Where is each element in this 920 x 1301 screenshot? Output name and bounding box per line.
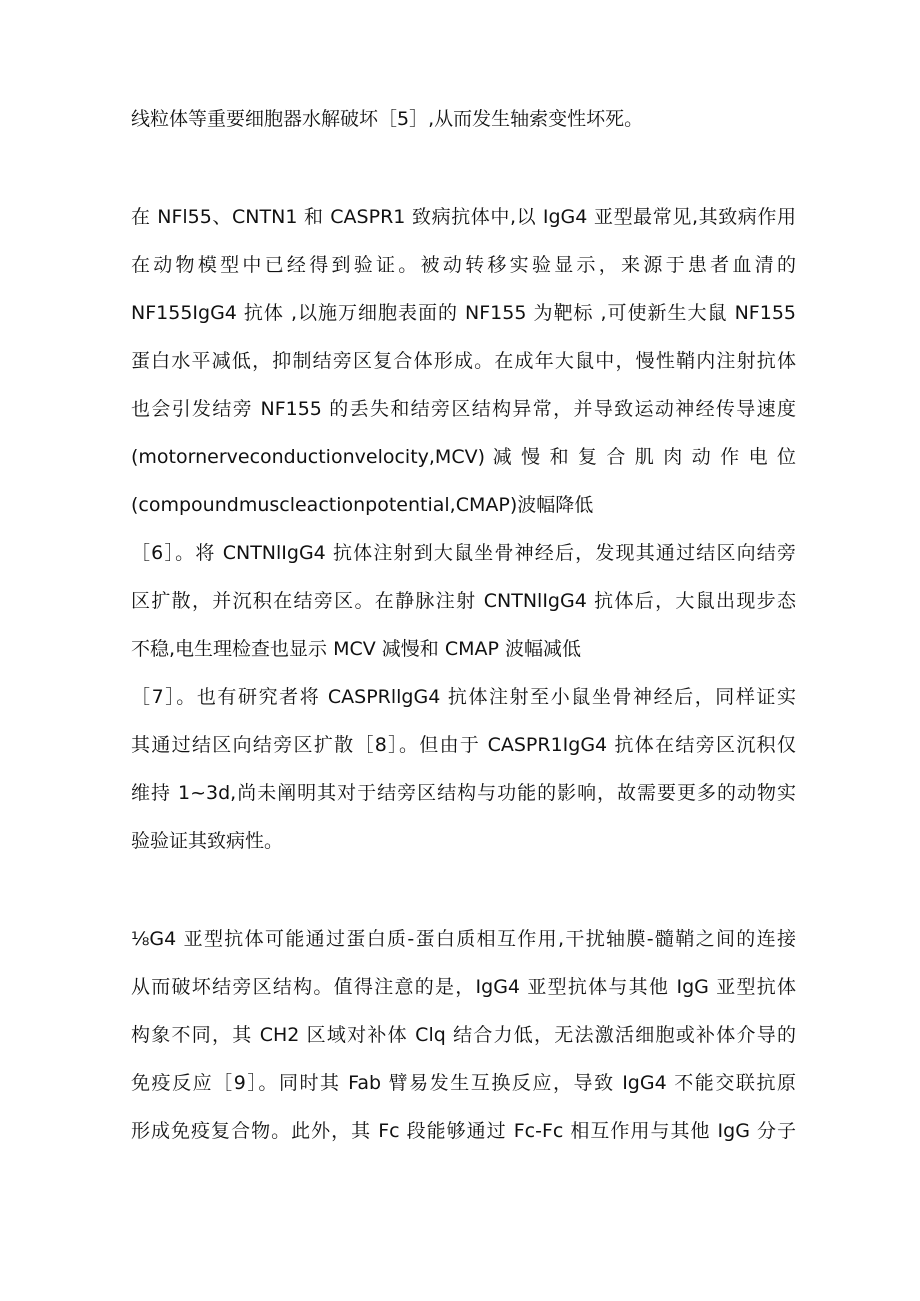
text-line: 形成免疫复合物。此外，其 Fc 段能够通过 Fc-Fc 相互作用与其他 IgG 分子 xyxy=(131,1120,796,1142)
text-line: 在 NFl55、CNTN1 和 CASPR1 致病抗体中,以 IgG4 亚型最常见,其致病作用 xyxy=(131,206,796,228)
text-line: 蛋白水平减低，抑制结旁区复合体形成。在成年大鼠中，慢性鞘内注射抗体 xyxy=(131,350,796,372)
text-line: 在动物模型中已经得到验证。被动转移实验显示，来源于患者血清的 xyxy=(131,254,796,276)
text-line: 免疫反应［9］。同时其 Fab 臂易发生互换反应，导致 IgG4 不能交联抗原 xyxy=(131,1072,796,1094)
text-line: 维持 1~3d,尚未阐明其对于结旁区结构与功能的影响，故需要更多的动物实 xyxy=(131,782,796,804)
text-line: 构象不同，其 CH2 区域对补体 Clq 结合力低，无法激活细胞或补体介导的 xyxy=(131,1024,796,1046)
text-line: ［7］。也有研究者将 CASPRllgG4 抗体注射至小鼠坐骨神经后，同样证实 xyxy=(131,686,796,708)
text-line: 从而破坏结旁区结构。值得注意的是，IgG4 亚型抗体与其他 IgG 亚型抗体 xyxy=(131,976,796,998)
text-line: 区扩散，并沉积在结旁区。在静脉注射 CNTNlIgG4 抗体后，大鼠出现步态 xyxy=(131,590,796,612)
text-line: 其通过结区向结旁区扩散［8］。但由于 CASPR1IgG4 抗体在结旁区沉积仅 xyxy=(131,734,796,756)
text-line: ［6］。将 CNTNlIgG4 抗体注射到大鼠坐骨神经后，发现其通过结区向结旁 xyxy=(131,542,796,564)
text-line: 线粒体等重要细胞器水解破坏［5］,从而发生轴索变性坏死。 xyxy=(131,108,644,130)
text-line: ⅛G4 亚型抗体可能通过蛋白质-蛋白质相互作用,干扰轴膜-髓鞘之间的连接 xyxy=(131,928,796,950)
text-line: (motornerveconductionvelocity,MCV) 减 慢 和 复 合 肌 肉 动 作 电 位 xyxy=(131,446,796,468)
text-line: NF155IgG4 抗体 ,以施万细胞表面的 NF155 为靶标 ,可使新生大鼠 NF155 xyxy=(131,302,796,324)
text-line: 验验证其致病性。 xyxy=(131,830,284,852)
text-line: (compoundmuscleactionpotential,CMAP)波幅降低 xyxy=(131,494,594,516)
text-line: 也会引发结旁 NF155 的丢失和结旁区结构异常，并导致运动神经传导速度 xyxy=(131,398,796,420)
text-line: 不稳,电生理检查也显示 MCV 减慢和 CMAP 波幅减低 xyxy=(131,638,581,660)
